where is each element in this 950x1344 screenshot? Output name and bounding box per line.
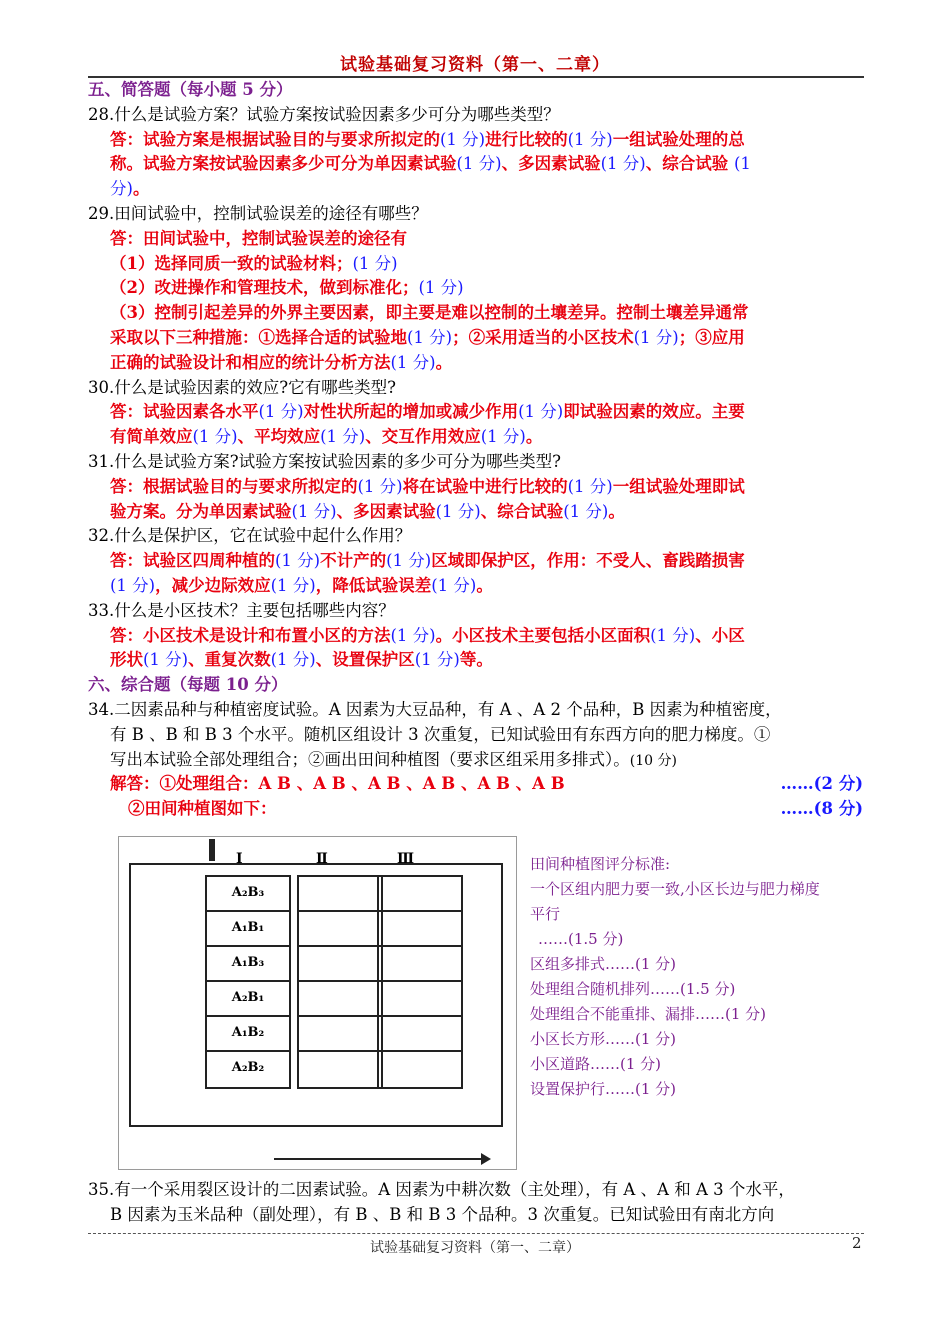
- answer-31-line-1: 答：根据试验目的与要求所拟定的(1 分)将在试验中进行比较的(1 分)一组试验处理即试: [110, 476, 745, 496]
- footer-divider: [88, 1233, 864, 1234]
- criteria-item: 区组多排式……(1 分): [530, 955, 677, 973]
- plot-cell-empty: [299, 912, 381, 947]
- plot-cell-empty: [379, 982, 461, 1017]
- block-column-3: [377, 875, 463, 1089]
- answer-30-line-2: 有简单效应(1 分)、平均效应(1 分)、交互作用效应(1 分)。: [110, 427, 543, 447]
- document-body: [88, 78, 863, 822]
- scoring-criteria: [530, 852, 870, 1102]
- question-34-line-3: 写出本试验全部处理组合；②画出田间种植图（要求区组采用多排式）。(10 分): [110, 749, 677, 769]
- fertility-gradient-arrow: [274, 1158, 484, 1160]
- field-boundary: [129, 863, 503, 1127]
- plot-cell: A₁B₁: [207, 912, 289, 947]
- answer-32-line-2: (1 分)，减少边际效应(1 分)，降低试验误差(1 分)。: [110, 575, 493, 595]
- block-column-2: [297, 875, 383, 1089]
- block-marker-1: [209, 839, 215, 861]
- block-label-1: Ⅰ: [236, 851, 243, 867]
- plot-cell-empty: [379, 947, 461, 982]
- answer-29-point-2: （2）改进操作和管理技术，做到标准化；(1 分): [110, 278, 464, 298]
- plot-cell: A₂B₁: [207, 982, 289, 1017]
- plot-cell: A₁B₃: [207, 947, 289, 982]
- answer-34-line-1: 解答：①处理组合：A B 、A B 、A B 、A B 、A B 、A B ……(2 分): [110, 774, 863, 794]
- question-32: 32.什么是保护区，它在试验中起什么作用？: [88, 526, 412, 546]
- plot-cell-empty: [379, 877, 461, 912]
- criteria-item: 平行: [530, 905, 561, 923]
- section-heading-short: 五、简答题（每小题 5 分）: [88, 80, 293, 99]
- criteria-item: 处理组合不能重排、漏排……(1 分): [530, 1005, 767, 1023]
- answer-32-line-1: 答：试验区四周种植的(1 分)不计产的(1 分)区域即保护区，作用：不受人、畜践踏损害: [110, 551, 745, 571]
- answer-29-point-1: （1）选择同质一致的试验材料；(1 分): [110, 253, 398, 273]
- answer-33-line-2: 形状(1 分)、重复次数(1 分)、设置保护区(1 分)等。: [110, 650, 493, 670]
- plot-cell: A₁B₂: [207, 1017, 289, 1052]
- answer-28-line-2: 称。试验方案按试验因素多少可分为单因素试验(1 分)、多因素试验(1 分)、综合试验 (1: [110, 154, 751, 174]
- question-31: 31.什么是试验方案?试验方案按试验因素的多少可分为哪些类型?: [88, 451, 561, 471]
- block-label-2: Ⅱ: [316, 851, 328, 867]
- plot-cell: A₂B₃: [207, 877, 289, 912]
- criteria-item: 小区长方形……(1 分): [530, 1030, 677, 1048]
- question-34-line-2: 有 B 、B 和 B 3 个水平。随机区组设计 3 次重复，已知试验田有东西方向的肥力梯度。①: [110, 724, 771, 744]
- answer-30-line-1: 答：试验因素各水平(1 分)对性状所起的增加或减少作用(1 分)即试验因素的效应。主要: [110, 402, 745, 422]
- page-number: 2: [852, 1234, 862, 1252]
- answer-29-intro: 答：田间试验中，控制试验误差的途径有: [110, 228, 407, 248]
- answer-28-line-3: 分)。: [110, 179, 150, 199]
- plot-cell-empty: [299, 877, 381, 912]
- question-29: 29.田间试验中，控制试验误差的途径有哪些？: [88, 203, 428, 223]
- criteria-item: 处理组合随机排列……(1.5 分): [530, 980, 736, 998]
- answer-29-line-5: 采取以下三种措施：①选择合适的试验地(1 分)；②采用适当的小区技术(1 分)；③应用: [110, 327, 745, 347]
- answer-29-line-6: 正确的试验设计和相应的统计分析方法(1 分)。: [110, 352, 453, 372]
- plot-cell-empty: [379, 912, 461, 947]
- page-footer: 试验基础复习资料（第一、二章）: [370, 1240, 580, 1256]
- answer-31-line-2: 验方案。分为单因素试验(1 分)、多因素试验(1 分)、综合试验(1 分)。: [110, 501, 625, 521]
- field-planting-diagram: [118, 836, 517, 1170]
- question-28: 28.什么是试验方案？试验方案按试验因素多少可分为哪些类型？: [88, 104, 560, 124]
- section-heading-comprehensive: 六、综合题（每题 10 分）: [88, 675, 288, 695]
- plot-cell-empty: [299, 982, 381, 1017]
- question-33: 33.什么是小区技术？主要包括哪些内容？: [88, 600, 395, 620]
- answer-33-line-1: 答：小区技术是设计和布置小区的方法(1 分)。小区技术主要包括小区面积(1 分)、小区: [110, 625, 745, 645]
- question-35-line-2: B 因素为玉米品种（副处理），有 B 、B 和 B 3 个品种。3 次重复。已知试验田有南北方向: [110, 1204, 775, 1224]
- arrow-head-icon: [481, 1153, 491, 1165]
- criteria-item: 一个区组内肥力要一致,小区长边与肥力梯度: [530, 880, 820, 898]
- question-30: 30.什么是试验因素的效应?它有哪些类型?: [88, 377, 396, 397]
- answer-29-point-3: （3）控制引起差异的外界主要因素，即主要是难以控制的土壤差异。控制土壤差异通常: [110, 303, 749, 323]
- page-header-title: 试验基础复习资料（第一、二章）: [340, 55, 610, 75]
- plot-cell-empty: [299, 947, 381, 982]
- answer-28-line-1: 答：试验方案是根据试验目的与要求所拟定的(1 分)进行比较的(1 分)一组试验处理的总: [110, 129, 745, 149]
- plot-cell: A₂B₂: [231, 1060, 265, 1075]
- criteria-item: ……(1.5 分): [538, 930, 624, 948]
- block-column-1: [205, 875, 291, 1089]
- question-35-line-1: 35.有一个采用裂区设计的二因素试验。A 因素为中耕次数（主处理），有 A 、A 和 A 3 个水平，: [88, 1180, 795, 1199]
- block-label-3: Ⅲ: [397, 851, 415, 867]
- question-34-line-1: 34.二因素品种与种植密度试验。A 因素为大豆品种，有 A 、A 2 个品种，B 因素为种植密度，: [88, 699, 782, 719]
- question-35: [88, 1178, 863, 1228]
- answer-34-line-2: ②田间种植图如下： ……(8 分): [128, 799, 863, 819]
- plot-cell-empty: [379, 1017, 461, 1052]
- plot-cell-empty: [299, 1017, 381, 1052]
- criteria-item: 小区道路……(1 分): [530, 1055, 662, 1073]
- criteria-title: 田间种植图评分标准:: [530, 855, 671, 873]
- criteria-item: 设置保护行……(1 分): [530, 1080, 677, 1098]
